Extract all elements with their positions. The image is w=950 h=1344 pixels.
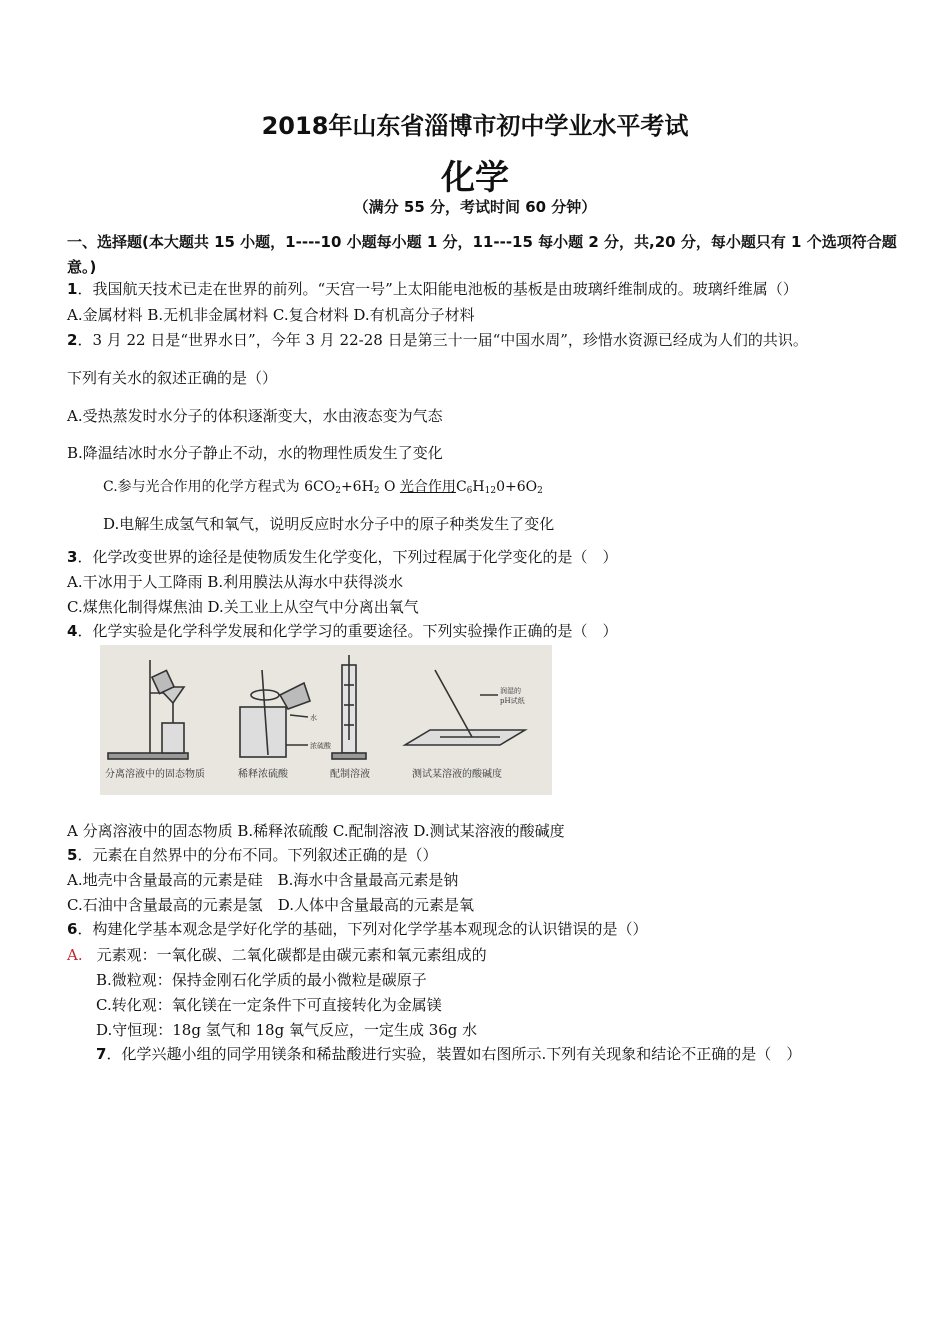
question-text: ．元素在自然界中的分布不同。下列叙述正确的是（） [77,846,438,864]
question-number: 3 [67,548,78,566]
figure-label-wet: 润湿的 [500,687,521,695]
question-2-option-b: B.降温结冰时水分子静止不动，水的物理性质发生了变化 [67,444,443,462]
question-text: ．3 月 22 日是“世界水日”，今年 3 月 22-28 日是第三十一届“中国水周”，珍惜水资源已经成为人们的共识。 [77,331,808,349]
subscript: 12 [484,486,497,496]
exam-note: （满分 55 分，考试时间 60 分钟） [353,198,597,216]
question-3 [67,547,617,567]
subscript: 2 [335,486,341,496]
formula-part: 0+6O [496,479,538,495]
question-number: 1 [67,280,78,298]
figure-label-water: 水 [310,714,317,722]
cylinder-apparatus [332,655,366,759]
question-6-option-b: B.微粒观：保持金刚石化学质的最小微粒是碳原子 [96,971,427,989]
dilution-apparatus [240,670,310,757]
option-text: 元素观：一氧化碳、二氧化碳都是由碳元素和氧元素组成的 [96,946,487,964]
figure-caption-solution: 配制溶液 [330,769,370,780]
question-number: 4 [67,622,78,640]
question-6 [67,919,647,939]
question-number: 6 [67,920,78,938]
experiment-drawing [100,645,552,795]
question-1-options: A.金属材料 B.无机非金属材料 C.复合材料 D.有机高分子材料 [67,306,475,324]
formula-part: H [472,479,485,495]
figure-caption-ph: 测试某溶液的酸碱度 [412,769,502,780]
option-c-text: C.参与光合作用的化学方程式为 6CO [103,479,336,495]
question-4-options: A 分离溶液中的固态物质 B.稀释浓硫酸 C.配制溶液 D.测试某溶液的酸碱度 [67,822,565,840]
exam-title: 2018年山东省淄博市初中学业水平考试 [261,112,689,140]
question-6-option-c: C.转化观：氧化镁在一定条件下可直接转化为金属镁 [96,996,442,1014]
question-2-option-c [103,477,543,501]
section-instructions: 一、选择题(本大题共 15 小题，1----10 小题每小题 1 分，11---15 每小题 2 分，共,20 分，每小题只有 1 个选项符合题意。) [67,233,897,276]
experiment-figure [100,645,552,795]
formula-part: +6H [340,479,374,495]
question-6-option-d: D.守恒现：18g 氢气和 18g 氧气反应，一定生成 36g 水 [96,1021,478,1039]
question-2-stem: 下列有关水的叙述正确的是（） [67,369,278,387]
reaction-condition: 光合作用 [399,479,456,495]
question-text: ．化学改变世界的途径是使物质发生化学变化，下列过程属于化学变化的是（ ） [77,548,618,566]
subscript: 6 [466,486,473,496]
question-5 [67,845,437,865]
question-7 [96,1044,801,1064]
subject-title: 化学 [441,158,509,198]
question-2-option-d: D.电解生成氢气和氧气，说明反应时水分子中的原子种类发生了变化 [103,515,555,533]
question-text: ．化学兴趣小组的同学用镁条和稀盐酸进行实验，装置如右图所示.下列有关现象和结论不正确的是（ ） [106,1045,802,1063]
question-text: ．化学实验是化学科学发展和化学学习的重要途径。下列实验操作正确的是（ ） [77,622,618,640]
question-number: 7 [96,1045,107,1063]
question-number: 2 [67,331,78,349]
subscript: 2 [537,486,543,496]
question-5-options-1: A.地壳中含量最高的元素是硅 B.海水中含量最高元素是钠 [67,871,459,889]
filtration-apparatus [108,660,188,759]
question-text: ．构建化学基本观念是学好化学的基础，下列对化学学基本观现念的认识错误的是（） [77,920,648,938]
question-1 [67,279,798,299]
question-6-option-a [67,945,487,965]
figure-label-acid: 浓硫酸 [310,742,331,750]
question-4 [67,621,617,641]
subscript: 2 [373,486,380,496]
figure-caption-dilution: 稀释浓硫酸 [238,769,288,780]
figure-caption-filtration: 分离溶液中的固态物质 [105,769,205,780]
question-3-options-2: C.煤焦化制得煤焦油 D.关工业上从空气中分离出氧气 [67,598,419,616]
formula-part: C [455,479,467,495]
question-5-options-2: C.石油中含量最高的元素是氢 D.人体中含量最高的元素是氧 [67,896,474,914]
question-3-options-1: A.干冰用于人工降雨 B.利用膜法从海水中获得淡水 [67,573,404,591]
figure-label-ph-paper: pH试纸 [500,697,525,705]
ph-test-apparatus [405,670,525,745]
question-number: 5 [67,846,78,864]
option-letter: A. [67,946,83,964]
question-text: ．我国航天技术已走在世界的前列。“天宫一号”上太阳能电池板的基板是由玻璃纤维制成的。玻璃纤维属（） [77,280,798,298]
question-2-option-a: A.受热蒸发时水分子的体积逐渐变大，水由液态变为气态 [67,407,443,425]
question-2 [67,330,808,350]
formula-part: O [379,479,400,495]
